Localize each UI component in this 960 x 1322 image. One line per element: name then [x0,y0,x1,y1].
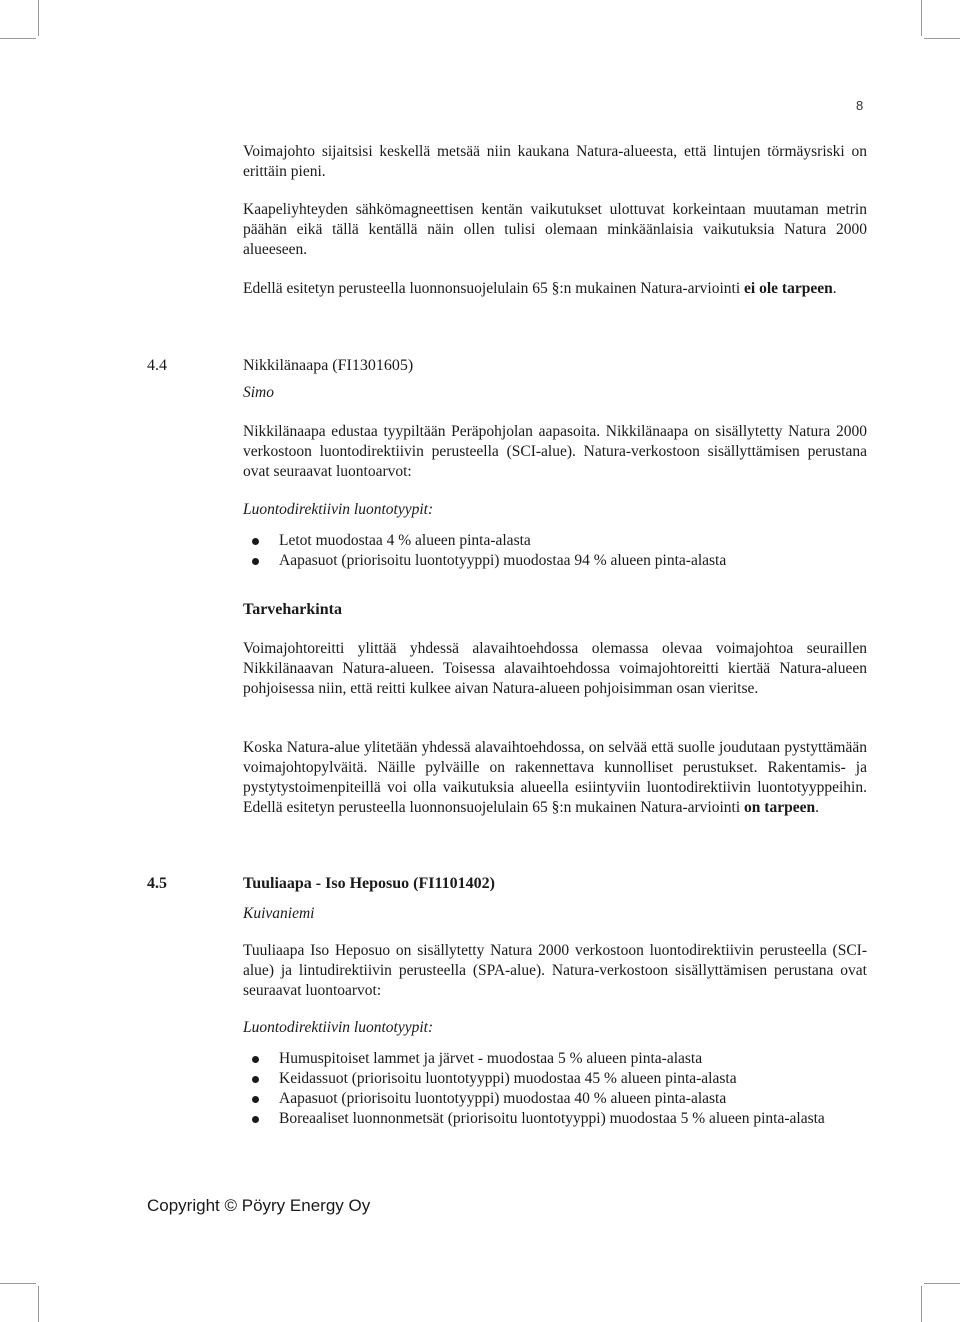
list-item: Humuspitoiset lammet ja järvet - muodostaa 5 % alueen pinta-alasta [243,1049,867,1069]
bullet-icon [252,1056,259,1063]
need-assessment-heading: Tarveharkinta [243,601,342,618]
section-place: Kuivaniemi [243,905,315,922]
crop-mark [921,1286,922,1322]
crop-mark [921,0,922,36]
crop-mark [0,38,36,39]
list-item: Aapasuot (priorisoitu luontotyyppi) muodostaa 40 % alueen pinta-alasta [243,1089,867,1109]
bullet-icon [252,538,259,545]
bullet-icon [252,1116,259,1123]
need-paragraph-route: Voimajohtoreitti ylittää yhdessä alavaihtoehdossa olemassa olevaa voimajohtoa seuraillen Nikkilänaavan Natura-alueen. Toisessa alavaihtoehdossa voimajohtoreitti kiertää Natura-alueen pohjoisessa niin, että reitti kulkee aivan Natura-alueen pohjoisimman osan vieritse. [243,640,867,697]
copyright-footer: Copyright © Pöyry Energy Oy [147,1196,371,1215]
paragraph-cable-field: Kaapeliyhteyden sähkömagneettisen kentän vaikutukset ulottuvat korkeintaan muutaman metrin päähän eikä tällä kentällä näin ollen tulisi olemaan minkäänlaisia vaikutuksia Natura 2000 alueeseen. [243,201,867,258]
habitat-list [243,531,867,571]
section-title-tuuliaapa: Tuuliaapa - Iso Heposuo (FI1101402) [243,875,495,892]
paragraph-assessment-conclusion: Edellä esitetyn perusteella luonnonsuojelulain 65 §:n mukainen Natura-arviointi ei ole tarpeen. [243,280,837,297]
bullet-icon [252,1076,259,1083]
section-place: Simo [243,384,274,401]
section-number-4-5: 4.5 [147,875,167,892]
need-paragraph-conclusion: Koska Natura-alue ylitetään yhdessä alavaihtoehdossa, on selvää että suolle joudutaan pystyttämään voimajohtopylväitä. Näille pylväille on rakennettava kunnolliset perustukset. Rakentamis- ja pystytystoimenpiteillä voi olla vaikutuksia alueella esiintyviin luontodirektiivin luontotyyppeihin. Edellä esitetyn perusteella luonnonsuojelulain 65 §:n mukainen Natura-arviointi on tarpeen. [243,739,867,816]
list-item: Letot muodostaa 4 % alueen pinta-alasta [243,531,867,551]
habitat-list [243,1049,867,1129]
list-item: Aapasuot (priorisoitu luontotyyppi) muodostaa 94 % alueen pinta-alasta [243,551,867,571]
crop-mark [924,38,960,39]
page-number: 8 [856,98,864,113]
crop-mark [924,1283,960,1284]
habitat-heading: Luontodirektiivin luontotyypit: [243,1019,434,1036]
list-item: Boreaaliset luonnonmetsät (priorisoitu luontotyyppi) muodostaa 5 % alueen pinta-alasta [243,1109,867,1129]
crop-mark [38,0,39,36]
section-intro: Nikkilänaapa edustaa tyypiltään Peräpohjolan aapasoita. Nikkilänaapa on sisällytetty Natura 2000 verkostoon luontodirektiivin perusteella (SCI-alue). Natura-verkostoon sisällyttämisen perustana ovat seuraavat luontoarvot: [243,423,867,480]
section-title-nikkilanaapa: Nikkilänaapa (FI1301605) [243,357,414,374]
crop-mark [0,1283,36,1284]
paragraph-bird-collision: Voimajohto sijaitsisi keskellä metsää niin kaukana Natura-alueesta, että lintujen törmäysriski on erittäin pieni. [243,143,867,180]
list-item: Keidassuot (priorisoitu luontotyyppi) muodostaa 45 % alueen pinta-alasta [243,1069,867,1089]
bullet-icon [252,1096,259,1103]
crop-mark [38,1286,39,1322]
bullet-icon [252,558,259,565]
section-intro: Tuuliaapa Iso Heposuo on sisällytetty Natura 2000 verkostoon luontodirektiivin perusteella (SCI-alue) ja lintudirektiivin perusteella (SPA-alue). Natura-verkostoon sisällyttämisen perustana ovat seuraavat luontoarvot: [243,942,867,999]
habitat-heading: Luontodirektiivin luontotyypit: [243,501,434,518]
section-number-4-4: 4.4 [147,357,167,374]
